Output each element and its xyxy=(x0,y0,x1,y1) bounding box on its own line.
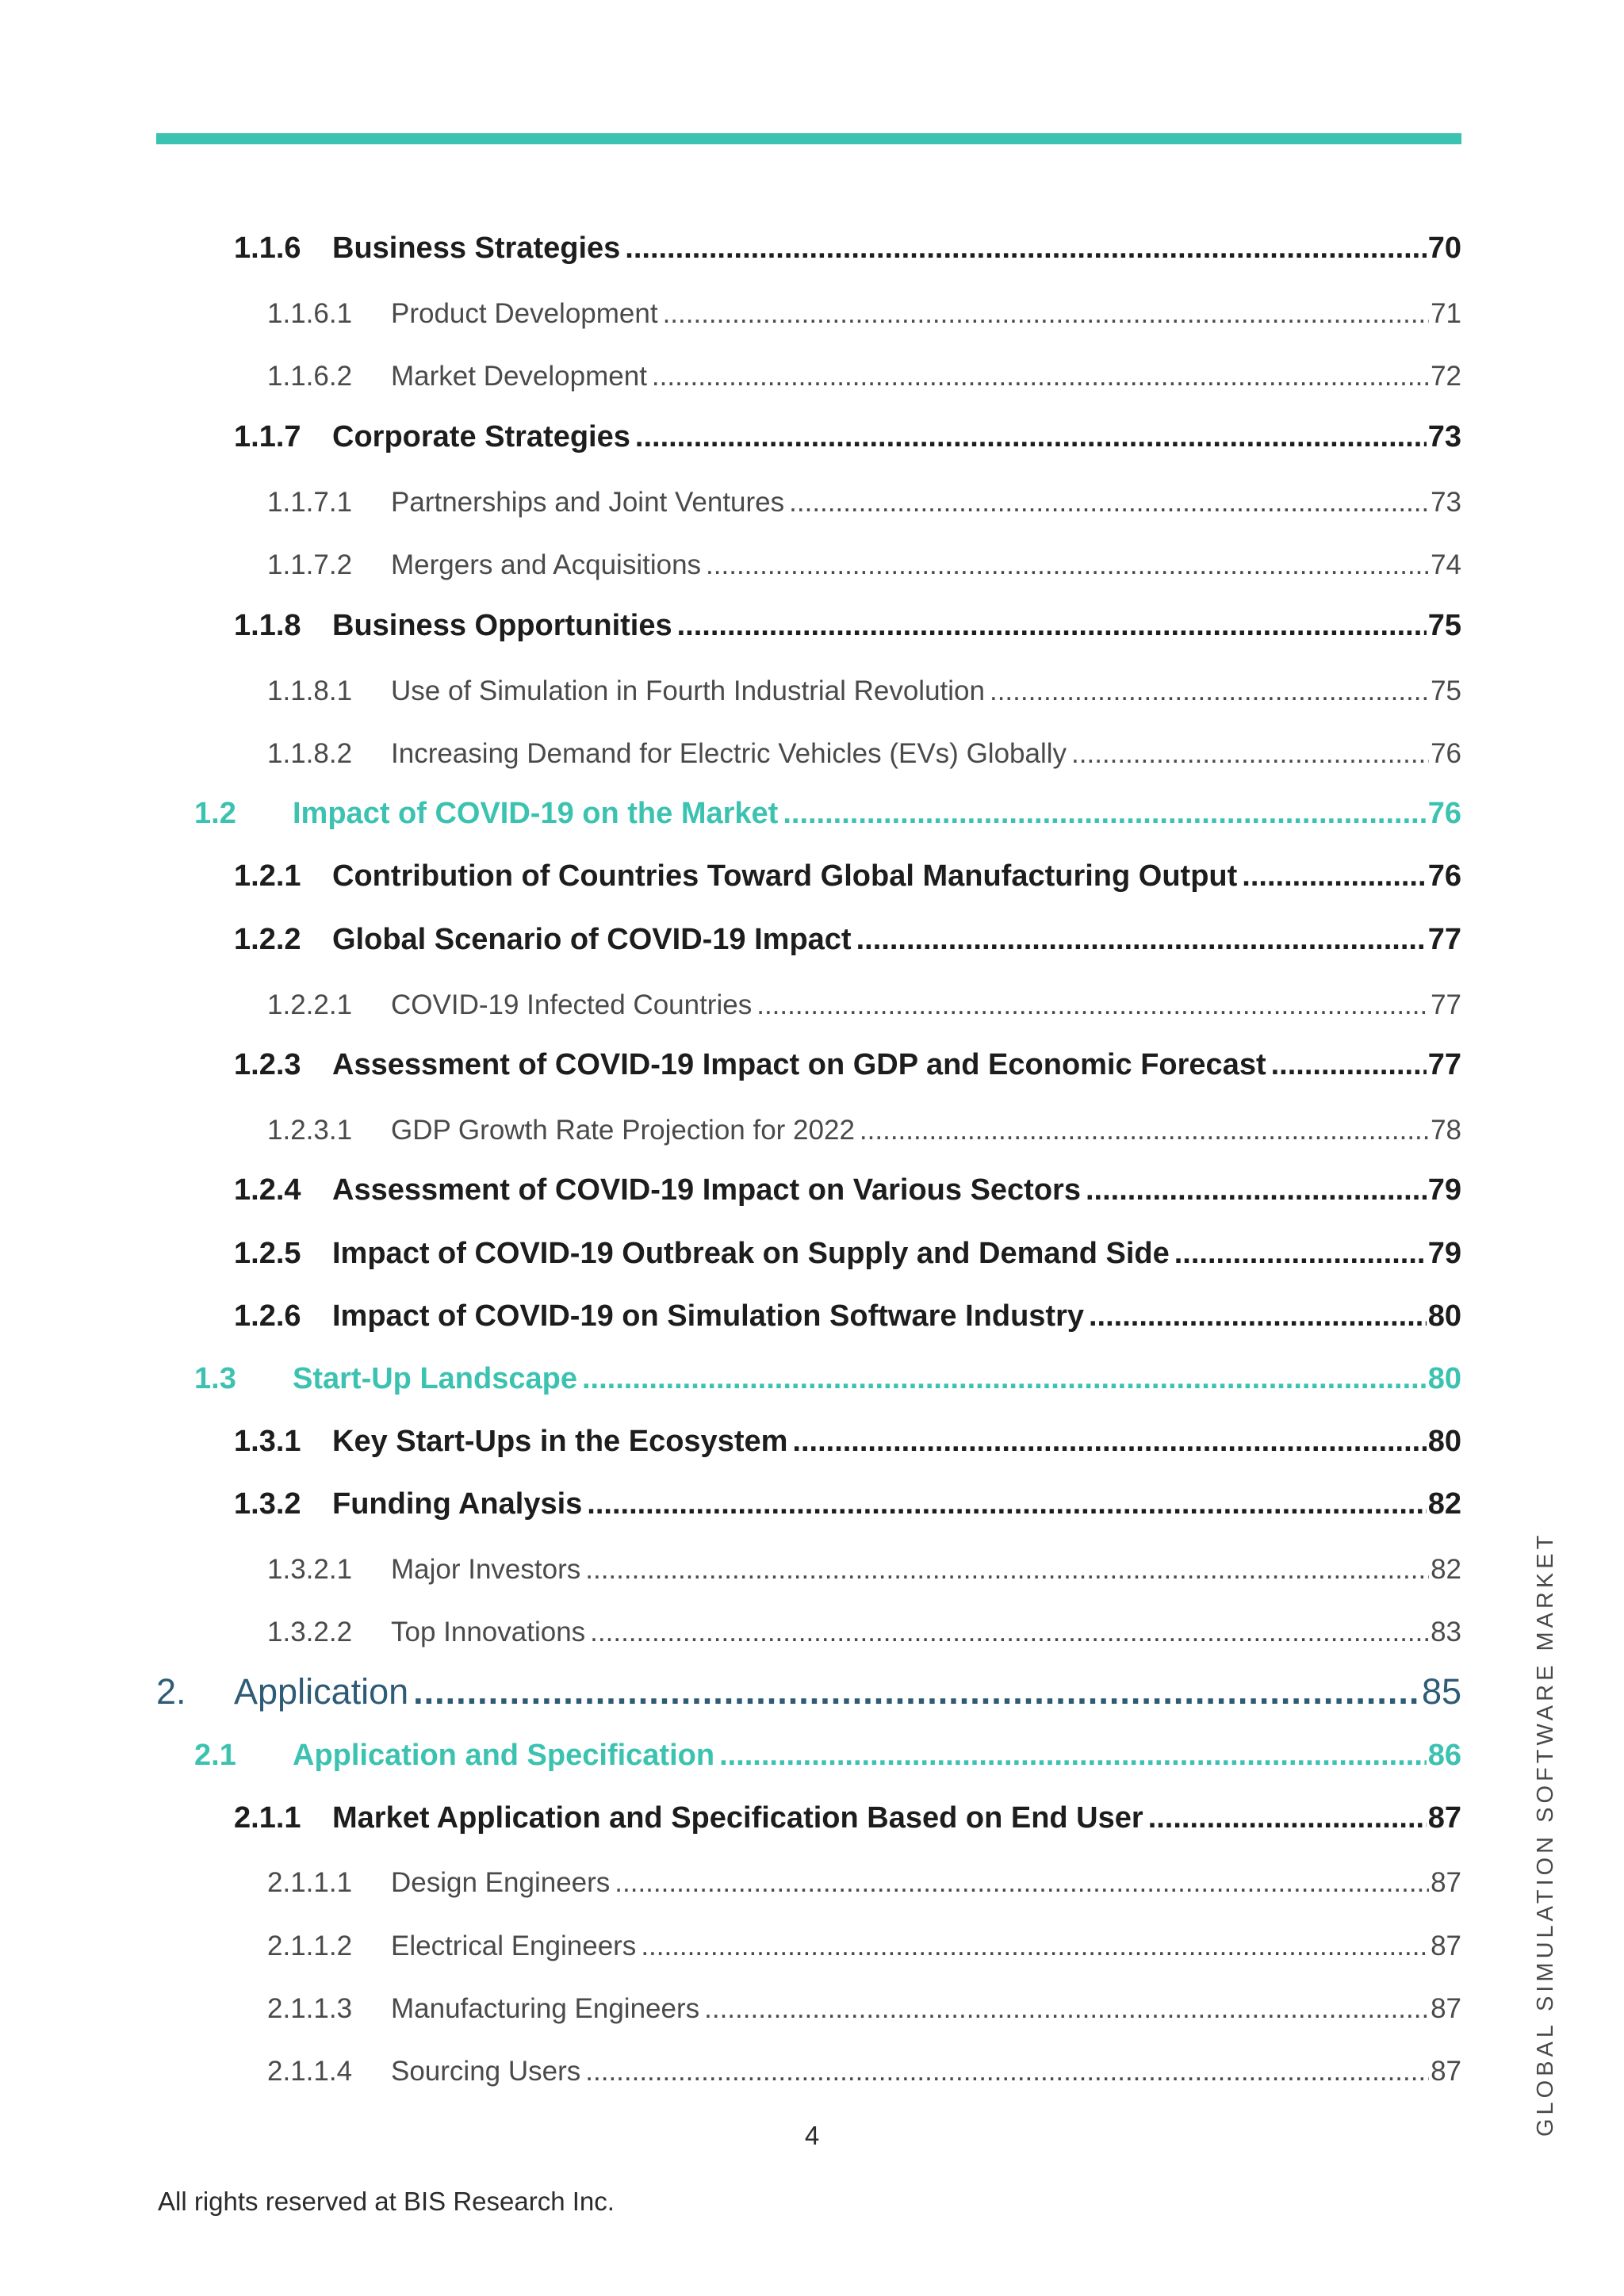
toc-entry-page: 87 xyxy=(1431,1867,1461,1898)
toc-entry-number: 1.3 xyxy=(194,1362,236,1395)
toc-entry-page: 77 xyxy=(1427,1048,1461,1081)
toc-entry-number: 1.1.8.1 xyxy=(267,675,353,706)
toc-entry-title: Product Development xyxy=(391,298,658,329)
toc-entry-page: 72 xyxy=(1431,361,1461,392)
toc-entry-number: 1.1.6.2 xyxy=(267,361,353,392)
toc-entry-page: 77 xyxy=(1427,923,1461,956)
toc-dot-leader xyxy=(413,1671,1420,1712)
toc-entry-number: 1.2.1 xyxy=(234,859,301,893)
toc-entry-page: 79 xyxy=(1427,1173,1461,1207)
toc-entry[interactable] xyxy=(234,1237,1461,1271)
toc-dot-leader xyxy=(625,232,1426,266)
toc-entry-title: Impact of COVID-19 Outbreak on Supply and Demand Side xyxy=(332,1237,1170,1270)
toc-entry-number: 1.3.1 xyxy=(234,1425,301,1458)
toc-entry-title: Top Innovations xyxy=(391,1617,586,1647)
toc-dot-leader xyxy=(1242,859,1426,894)
toc-entry[interactable] xyxy=(234,923,1461,957)
toc-entry-page: 79 xyxy=(1427,1237,1461,1270)
toc-entry-title: Impact of COVID-19 on Simulation Software Industry xyxy=(332,1299,1084,1333)
toc-entry-title: Business Opportunities xyxy=(332,609,672,642)
toc-dot-leader xyxy=(783,797,1426,831)
toc-dot-leader xyxy=(1071,738,1429,770)
toc-entry[interactable] xyxy=(267,1554,1461,1586)
toc-entry-number: 1.2.5 xyxy=(234,1237,301,1270)
toc-dot-leader xyxy=(756,989,1429,1021)
toc-entry-title: Major Investors xyxy=(391,1554,581,1585)
toc-entry-title: Business Strategies xyxy=(332,232,621,265)
footer-copyright: All rights reserved at BIS Research Inc. xyxy=(158,2187,615,2216)
toc-entry-title: Sourcing Users xyxy=(391,2056,581,2087)
toc-entry[interactable] xyxy=(234,232,1461,266)
toc-entry-title: Increasing Demand for Electric Vehicles (EVs) Globally xyxy=(391,738,1067,769)
toc-dot-leader xyxy=(585,1554,1429,1586)
toc-entry-number: 1.1.7.2 xyxy=(267,549,353,580)
toc-entry-number: 1.2.2 xyxy=(234,923,301,956)
toc-entry[interactable] xyxy=(194,1362,1461,1396)
toc-entry-number: 1.1.6.1 xyxy=(267,298,353,329)
toc-entry-number: 1.1.8.2 xyxy=(267,738,353,769)
toc-entry-title: Corporate Strategies xyxy=(332,420,630,453)
toc-entry-number: 1.1.6 xyxy=(234,232,301,265)
toc-entry[interactable] xyxy=(156,1671,1461,1712)
side-running-title: GLOBAL SIMULATION SOFTWARE MARKET xyxy=(1533,1531,1558,2137)
toc-entry-number: 2.1.1 xyxy=(234,1801,301,1835)
toc-dot-leader xyxy=(860,1115,1429,1146)
toc-entry[interactable] xyxy=(234,609,1461,643)
toc-entry-number: 2.1.1.4 xyxy=(267,2056,353,2087)
toc-dot-leader xyxy=(663,298,1429,330)
toc-entry-page: 87 xyxy=(1431,2056,1461,2087)
toc-entry-page: 71 xyxy=(1431,298,1461,329)
toc-entry-page: 74 xyxy=(1431,549,1461,580)
toc-entry-page: 87 xyxy=(1431,1931,1461,1961)
toc-entry-number: 1.3.2 xyxy=(234,1487,301,1521)
toc-dot-leader xyxy=(1174,1237,1427,1271)
toc-dot-leader xyxy=(789,487,1429,519)
toc-entry-title: Use of Simulation in Fourth Industrial Revolution xyxy=(391,675,985,706)
toc-entry-page: 82 xyxy=(1427,1487,1461,1521)
toc-dot-leader xyxy=(704,1993,1429,2025)
toc-entry[interactable] xyxy=(194,797,1461,831)
toc-dot-leader xyxy=(719,1739,1427,1773)
toc-entry-page: 87 xyxy=(1427,1801,1461,1835)
toc-entry-page: 85 xyxy=(1421,1671,1461,1712)
toc-dot-leader xyxy=(587,1487,1426,1521)
toc-entry-title: Application and Specification xyxy=(293,1739,715,1772)
toc-entry[interactable] xyxy=(267,2056,1461,2087)
toc-dot-leader xyxy=(1089,1299,1427,1334)
toc-dot-leader xyxy=(677,609,1427,643)
toc-entry-page: 80 xyxy=(1427,1362,1461,1395)
toc-entry-title: Start-Up Landscape xyxy=(293,1362,577,1395)
toc-dot-leader xyxy=(635,420,1427,454)
toc-dot-leader xyxy=(585,2056,1429,2087)
toc-entry-number: 1.1.7.1 xyxy=(267,487,353,518)
toc-dot-leader xyxy=(1148,1801,1427,1835)
toc-dot-leader xyxy=(652,361,1429,392)
toc-entry[interactable] xyxy=(267,549,1461,581)
toc-entry-number: 2.1.1.1 xyxy=(267,1867,353,1898)
toc-dot-leader xyxy=(582,1362,1427,1396)
toc-entry-page: 75 xyxy=(1431,675,1461,706)
toc-entry-page: 86 xyxy=(1427,1739,1461,1772)
toc-dot-leader xyxy=(990,675,1429,707)
toc-entry-number: 1.3.2.2 xyxy=(267,1617,353,1647)
toc-entry-title: Market Application and Specification Based on End User xyxy=(332,1801,1143,1835)
toc-dot-leader xyxy=(856,923,1427,957)
toc-entry-title: Manufacturing Engineers xyxy=(391,1993,700,2024)
toc-entry-title: GDP Growth Rate Projection for 2022 xyxy=(391,1115,855,1146)
toc-entry-title: Global Scenario of COVID-19 Impact xyxy=(332,923,852,956)
toc-entry-page: 73 xyxy=(1427,420,1461,453)
toc-entry[interactable] xyxy=(267,298,1461,330)
toc-entry-number: 2.1.1.3 xyxy=(267,1993,353,2024)
toc-entry-page: 77 xyxy=(1431,989,1461,1020)
page-number: 4 xyxy=(804,2121,820,2150)
toc-entry-number: 1.2 xyxy=(194,797,236,830)
toc-entry-number: 1.2.2.1 xyxy=(267,989,353,1020)
toc-entry-page: 76 xyxy=(1427,859,1461,893)
toc-entry-title: Electrical Engineers xyxy=(391,1931,637,1961)
toc-entry-title: Assessment of COVID-19 Impact on Various Sectors xyxy=(332,1173,1081,1207)
toc-entry-page: 87 xyxy=(1431,1993,1461,2024)
toc-entry[interactable] xyxy=(267,487,1461,519)
toc-entry-title: Contribution of Countries Toward Global Manufacturing Output xyxy=(332,859,1238,893)
toc-entry-number: 1.1.8 xyxy=(234,609,301,642)
toc-entry[interactable] xyxy=(234,859,1461,894)
toc-entry-title: Partnerships and Joint Ventures xyxy=(391,487,785,518)
toc-entry[interactable] xyxy=(234,1487,1461,1521)
toc-entry-page: 76 xyxy=(1431,738,1461,769)
toc-dot-leader xyxy=(1086,1173,1427,1207)
toc-entry-page: 78 xyxy=(1431,1115,1461,1146)
toc-entry[interactable] xyxy=(194,1739,1461,1773)
toc-dot-leader xyxy=(615,1867,1429,1899)
toc-entry-number: 2.1 xyxy=(194,1739,236,1772)
toc-entry-title: Design Engineers xyxy=(391,1867,611,1898)
toc-dot-leader xyxy=(792,1425,1426,1459)
toc-entry[interactable] xyxy=(267,1993,1461,2025)
toc-entry[interactable] xyxy=(267,361,1461,392)
toc-entry[interactable] xyxy=(234,1299,1461,1334)
toc-entry-number: 1.2.6 xyxy=(234,1299,301,1333)
toc-entry[interactable] xyxy=(234,1048,1461,1082)
toc-dot-leader xyxy=(1271,1048,1427,1082)
toc-dot-leader xyxy=(590,1617,1429,1648)
toc-entry-number: 1.1.7 xyxy=(234,420,301,453)
toc-entry-page: 73 xyxy=(1431,487,1461,518)
toc-entry-title: Mergers and Acquisitions xyxy=(391,549,702,580)
toc-entry[interactable] xyxy=(234,1801,1461,1835)
toc-entry[interactable] xyxy=(267,1617,1461,1648)
toc-entry[interactable] xyxy=(234,1173,1461,1207)
toc-entry-title: COVID-19 Infected Countries xyxy=(391,989,753,1020)
toc-entry-page: 75 xyxy=(1427,609,1461,642)
toc-entry[interactable] xyxy=(234,420,1461,454)
toc-entry-page: 70 xyxy=(1427,232,1461,265)
toc-entry[interactable] xyxy=(267,989,1461,1021)
toc-entry-number: 1.2.3 xyxy=(234,1048,301,1081)
toc-entry-number: 1.3.2.1 xyxy=(267,1554,353,1585)
toc-entry-title: Assessment of COVID-19 Impact on GDP and Economic Forecast xyxy=(332,1048,1266,1081)
toc-entry-title: Key Start-Ups in the Ecosystem xyxy=(332,1425,788,1458)
toc-entry-number: 2. xyxy=(156,1671,186,1712)
toc-entry-title: Market Development xyxy=(391,361,647,392)
toc-entry[interactable] xyxy=(234,1425,1461,1459)
toc-dot-leader xyxy=(641,1931,1429,1962)
toc-entry-page: 82 xyxy=(1431,1554,1461,1585)
toc-entry-page: 80 xyxy=(1427,1425,1461,1458)
toc-entry-number: 1.2.4 xyxy=(234,1173,301,1207)
toc-entry-number: 2.1.1.2 xyxy=(267,1931,353,1961)
toc-entry[interactable] xyxy=(267,1115,1461,1146)
toc-entry[interactable] xyxy=(267,1867,1461,1899)
toc-entry[interactable] xyxy=(267,1931,1461,1962)
toc-entry-title: Impact of COVID-19 on the Market xyxy=(293,797,779,830)
toc-entry-page: 80 xyxy=(1427,1299,1461,1333)
toc-entry[interactable] xyxy=(267,738,1461,770)
toc-entry[interactable] xyxy=(267,675,1461,707)
toc-dot-leader xyxy=(706,549,1429,581)
toc-entry-number: 1.2.3.1 xyxy=(267,1115,353,1146)
toc-entry-page: 76 xyxy=(1427,797,1461,830)
toc-entry-page: 83 xyxy=(1431,1617,1461,1647)
toc-entry-title: Application xyxy=(234,1671,409,1712)
toc-entry-title: Funding Analysis xyxy=(332,1487,583,1521)
